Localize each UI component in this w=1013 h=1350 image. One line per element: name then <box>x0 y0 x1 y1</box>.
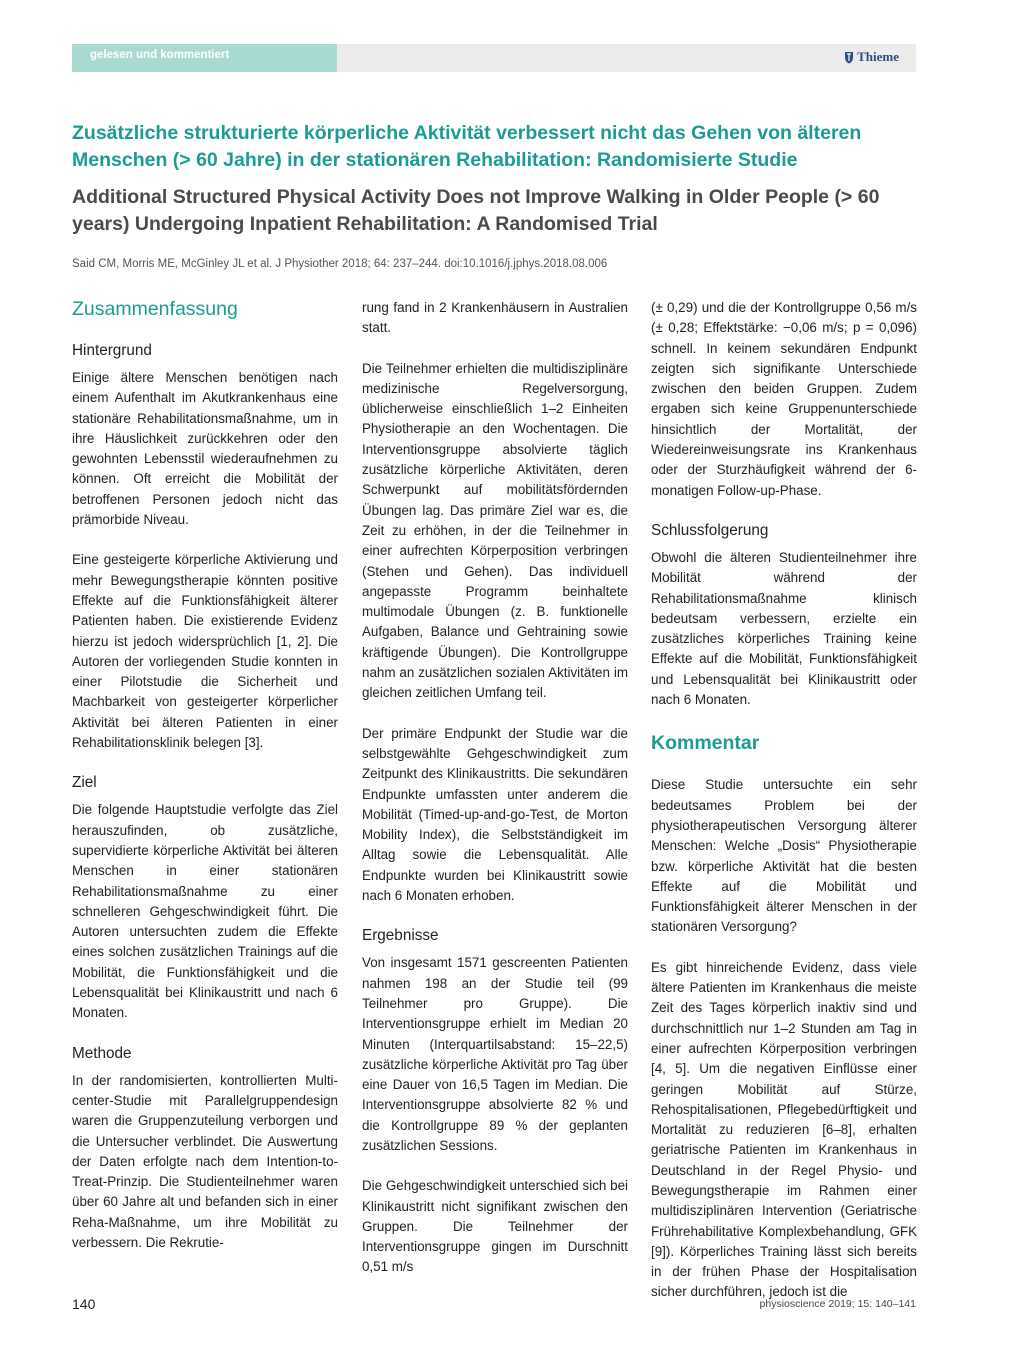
column-2 <box>362 298 628 1298</box>
paragraph: Einige ältere Menschen benötigen nach einem Aufenthalt im Akutkrankenhaus eine stationäre Rehabilitationsmaßnahme, um in ihre Häuslichkeit zurückkehren oder den gewohnten Lebensstil wiederaufnehmen zu können. Oft erreicht die Mobilität der betroffenen Personen jedoch nicht das prämorbide Niveau. <box>72 370 338 528</box>
paragraph: In der randomisierten, kontrollierten Multi-center-Studie mit Parallelgruppendesign waren die Gruppenzuteilung verborgen und die Untersucher verblindet. Die Auswertung der Daten erfolgte nach dem Intention-to-Treat-Prinzip. Die Studienteilnehmer waren über 60 Jahre alt und befanden sich in einer Reha-Maßnahme, um ihre Mobilität zu verbessern. Die Rekrutie- <box>72 1072 338 1250</box>
paragraph: rung fand in 2 Krankenhäusern in Australien statt. <box>362 300 628 336</box>
paragraph: Die folgende Hauptstudie verfolgte das Ziel herauszufinden, ob zusätzliche, supervidierte körperliche Aktivität bei älteren Menschen in einer stationären Rehabilitationsmaßnahme zu einer schnelleren Gehgeschwindigkeit führt. Die Autoren untersuchten zudem die Effekte eines solchen zusätzlichen Trainings auf die Mobilität, die Funktionsfähigkeit und die Lebensqualität bei Klinikaustritt und nach 6 Monaten. <box>72 802 338 1021</box>
paragraph: Die Teilnehmer erhielten die multidisziplinäre medizinische Regelversorgung, üblicherweise einschließlich 1–2 Einheiten Physiotherapie an den Wochentagen. Die Interventionsgruppe absolvierte täglich zusätzliche körperliche Aktivitäten, deren Schwerpunkt auf mobilitätsfördernden Übungen lag. Das primäre Ziel war es, die Zeit zu erhöhen, in der die Teilnehmer in einer aufrechten Körperposition verbringen (Stehen und Gehen). Das individuell angepasste Programm beinhaltete multimodale Übungen (z. B. funktionelle Aufgaben, Balance und Gehtraining sowie kräftigende Übungen). Die Kontrollgruppe nahm an zusätzlichen sozialen Aktivitäten im gleichen zeitlichen Umfang teil. <box>362 360 628 701</box>
journal-reference: physioscience 2019; 15: 140–141 <box>759 1298 916 1310</box>
citation: Said CM, Morris ME, McGinley JL et al. J Physiother 2018; 64: 237–244. doi:10.1016/j.jphys.2018.08.006 <box>72 258 608 270</box>
paragraph: Der primäre Endpunkt der Studie war die selbstgewählte Gehgeschwindigkeit zum Zeitpunkt des Klinikaustritts. Die sekundären Endpunkte umfassten unter anderem die Mobilität (Timed-up-and-go-Test, de Morton Mobility Index), die Selbstständigkeit im Alltag sowie die Lebensqualität. Alle Endpunkte wurden bei Klinikaustritt sowie nach 6 Monaten erhoben. <box>362 725 628 904</box>
paragraph: Eine gesteigerte körperliche Aktivierung und mehr Bewegungstherapie könnten positive Effekte auf die Funktionsfähigkeit älterer Patienten haben. Die existierende Evidenz hierzu ist jedoch widersprüchlich [1, 2]. Die Autoren der vorliegenden Studie konnten in einer Pilotstudie die Sicherheit und Machbarkeit von gesteigerter körperlicher Aktivität bei älteren Patienten in einer Rehabilitationsklinik belegen [3]. <box>72 552 338 751</box>
section-heading-kommentar: Kommentar <box>651 732 760 755</box>
subheading-schlussfolgerung: Schlussfolgerung <box>651 521 769 539</box>
article-title-english: Additional Structured Physical Activity Does not Improve Walking in Older People (> 60 years) Undergoing Inpatient Rehabilitation: A Randomised Trial <box>72 186 880 235</box>
section-heading-zusammenfassung: Zusammenfassung <box>72 298 238 320</box>
section-label-band <box>72 44 337 72</box>
paragraph: (± 0,29) und die der Kontrollgruppe 0,56 m/s (± 0,28; Effektstärke: −0,06 m/s; p = 0,096) schnell. In keinem sekundären Endpunkt zeigten sich signifikante Unterschiede zwischen den beiden Gruppen. Zudem ergaben sich keine Gruppenunterschiede hinsichtlich der Mortalität, der Wiedereinweisungsrate ins Krankenhaus oder der Sturzhäufigkeit während der 6-monatigen Follow-up-Phase. <box>651 300 917 498</box>
subheading-ergebnisse: Ergebnisse <box>362 927 439 945</box>
paragraph: Die Gehgeschwindigkeit unterschied sich bei Klinikaustritt nicht signifikant zwischen den Gruppen. Die Teilnehmer der Interventionsgruppe gingen im Durschnitt 0,51 m/s <box>362 1178 628 1275</box>
paragraph: Von insgesamt 1571 gescreenten Patienten nahmen 198 an der Studie teil (99 Teilnehmer pro Gruppe). Die Interventionsgruppe erhielt im Median 20 Minuten (Interquartilsabstand: 15–22,5) zusätzliche körperliche Aktivität pro Tag über eine Dauer von 16,5 Tagen im Median. Die Interventionsgruppe absolvierte 82 % und die Kontrollgruppe 89 % der geplanten zusätzlichen Sessions. <box>362 955 628 1153</box>
column-1 <box>72 296 338 1273</box>
subheading-hintergrund: Hintergrund <box>72 342 152 359</box>
paragraph: Diese Studie untersuchte ein sehr bedeutsames Problem bei der physiotherapeutischen Versorgung älterer Menschen: Welche „Dosis“ Physiotherapie bzw. körperliche Aktivität hat die besten Effekte auf die Mobilität und Funktionsfähigkeit älterer Menschen in der stationären Versorgung? <box>651 777 917 935</box>
page-number: 140 <box>72 1296 96 1312</box>
publisher-logo <box>844 49 899 65</box>
thieme-logo-icon <box>844 51 854 64</box>
section-label: gelesen und kommentiert <box>90 49 230 61</box>
article-title-german: Zusätzliche strukturierte körperliche Aktivität verbessert nicht das Gehen von älteren Menschen (> 60 Jahre) in der stationären Rehabilitation: Randomisierte Studie <box>72 122 862 171</box>
publisher-name: Thieme <box>857 49 899 64</box>
subheading-ziel: Ziel <box>72 774 97 792</box>
paragraph: Es gibt hinreichende Evidenz, dass viele ältere Patienten im Krankenhaus die meiste Zeit des Tages körperlich inaktiv sind und durchschnittlich nur 1–2 Stunden am Tag in einer aufrechten Körperposition verbringen [4, 5]. Um die negativen Einflüsse einer geringen Mobilität auf Stürze, Rehospitalisationen, Pflegebedürftigkeit und Mortalität zu reduzieren [6–8], erhalten geriatrische Patienten im Krankenhaus in Deutschland in der Regel Physio- und Bewegungstherapie im Rahmen einer multidisziplinären Intervention (Geriatrische Frührehabilitative Komplexbehandlung, GFK [9]). Körperliches Training lässt sich bereits in der frühen Phase der Hospitalisation sicher durchführen, jedoch ist die <box>651 959 917 1300</box>
column-3 <box>651 298 917 1323</box>
paragraph: Obwohl die älteren Studienteilnehmer ihre Mobilität während der Rehabilitationsmaßnahme klinisch bedeutsam verbessern, erzielte ein zusätzliches körperliches Training keine Effekte auf die Mobilität, Funktionsfähigkeit und Lebensqualität bei Klinikaustritt oder nach 6 Monaten. <box>651 549 917 708</box>
subheading-methode: Methode <box>72 1044 132 1062</box>
